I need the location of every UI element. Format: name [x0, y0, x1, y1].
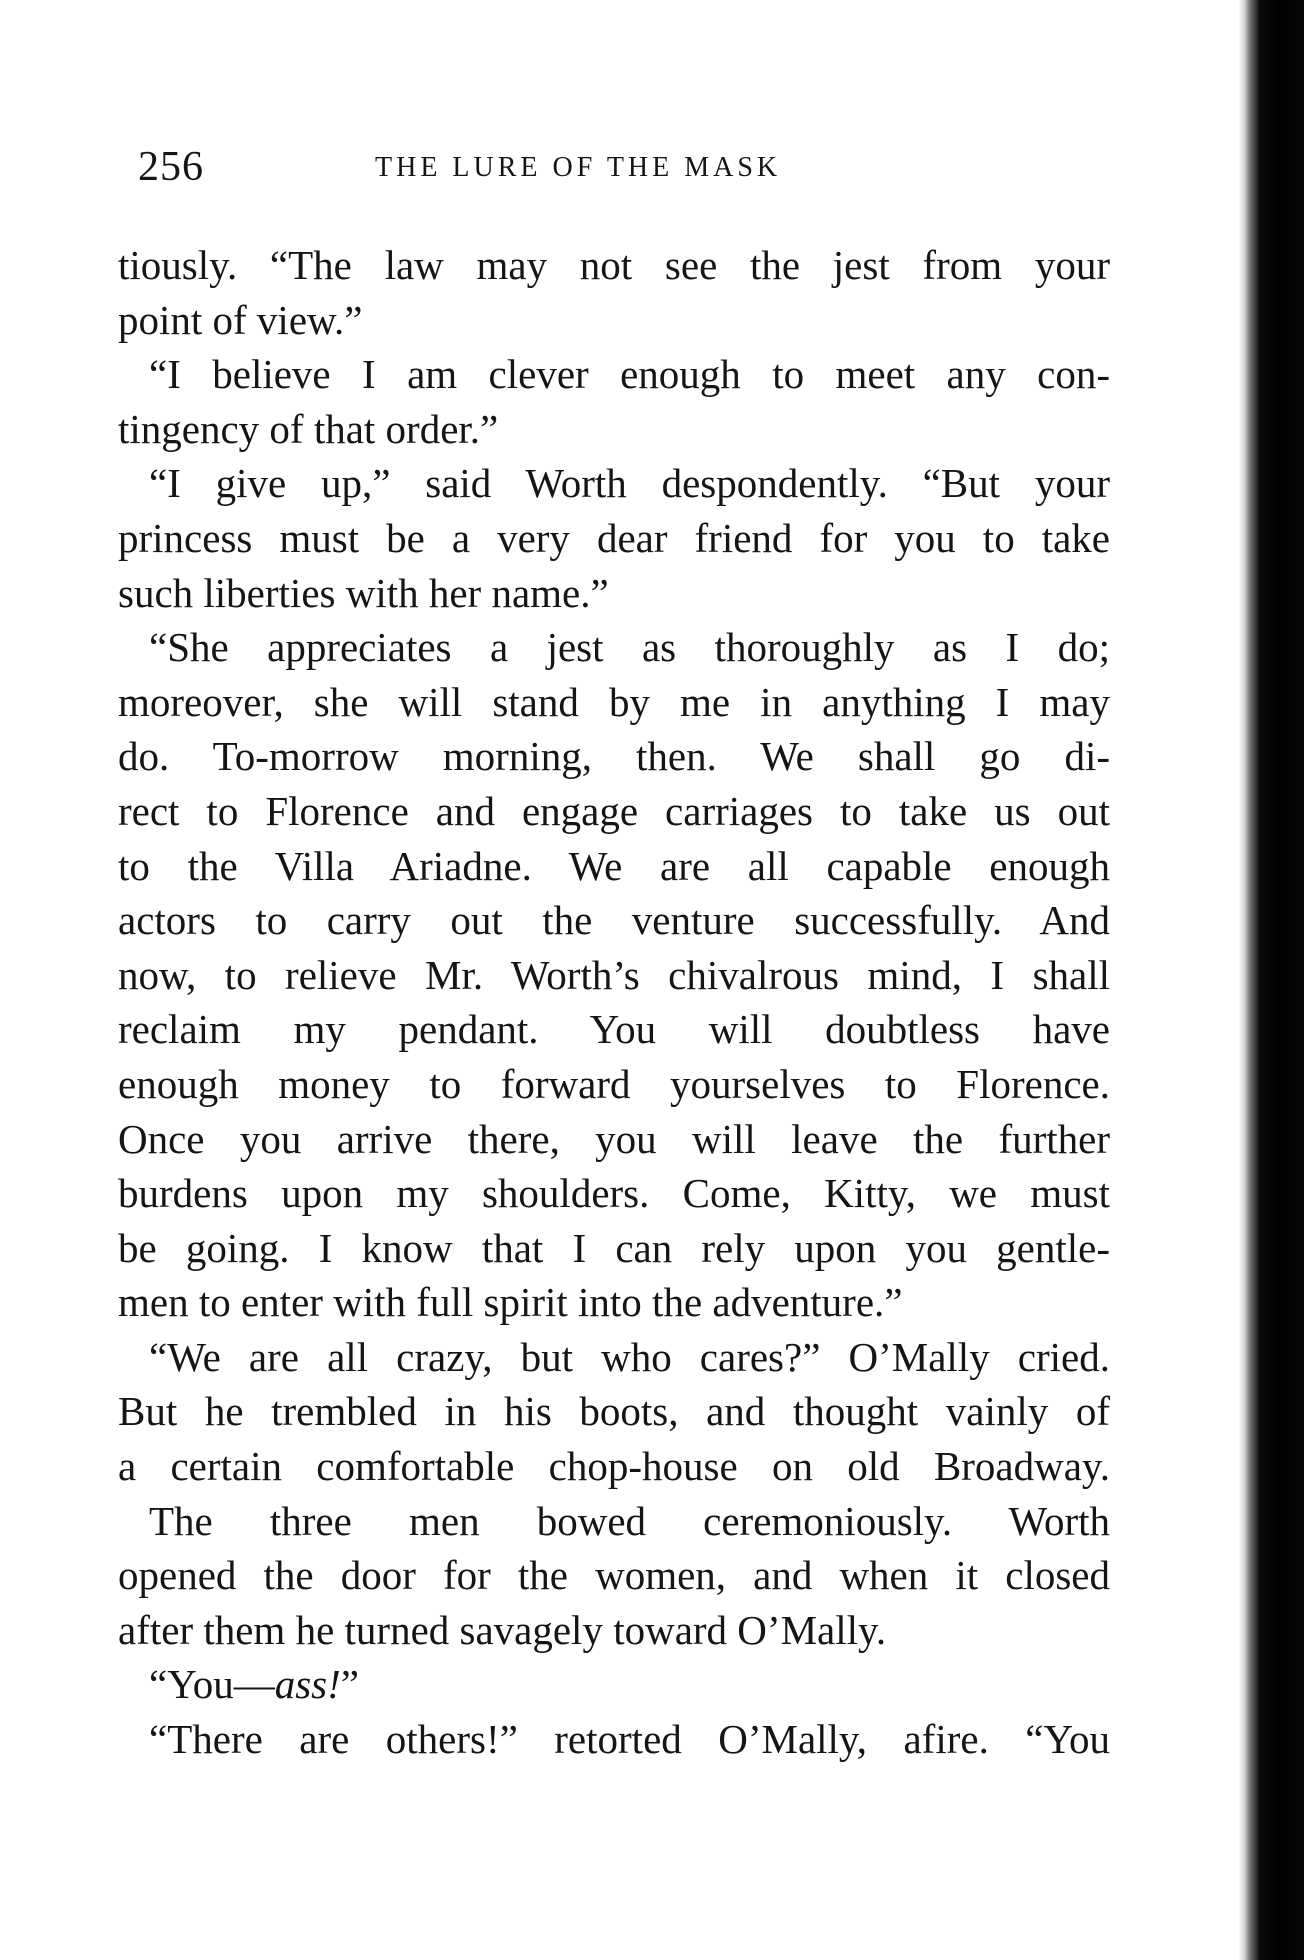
text-line: men to enter with full spirit into the adventure.”	[118, 1279, 903, 1326]
dialogue-italic: ass!	[274, 1661, 341, 1708]
running-title: THE LURE OF THE MASK	[375, 152, 782, 183]
text-line: The three men bowed ceremoniously. Worth	[149, 1497, 1110, 1544]
text-line: Once you arrive there, you will leave the further	[118, 1115, 1110, 1162]
text-line: burdens upon my shoulders. Come, Kitty, we must	[118, 1170, 1110, 1217]
text-line: reclaim my pendant. You will doubtless have	[118, 1006, 1110, 1053]
text-line: “I give up,” said Worth despondently. “But your	[149, 460, 1110, 507]
dialogue-suffix: ”	[340, 1661, 359, 1708]
page-number: 256	[138, 144, 204, 190]
binding-edge	[1238, 0, 1304, 1960]
text-line: actors to carry out the venture successfully. And	[118, 897, 1110, 944]
text-line: “I believe I am clever enough to meet any con-	[149, 351, 1110, 398]
dialogue-prefix: “You—	[149, 1661, 275, 1708]
text-line: But he trembled in his boots, and thought vainly of	[118, 1388, 1110, 1435]
final-line: “There are others!” retorted O’Mally, afire. “You	[149, 1716, 1110, 1763]
text-line: do. To-morrow morning, then. We shall go di-	[118, 733, 1110, 780]
text-line: “We are all crazy, but who cares?” O’Mally cried.	[149, 1333, 1110, 1380]
running-head	[138, 142, 1178, 192]
text-line: “She appreciates a jest as thoroughly as I do;	[149, 624, 1110, 671]
text-line: tingency of that order.”	[118, 405, 499, 452]
text-line: to the Villa Ariadne. We are all capable enough	[118, 842, 1110, 889]
text-line: be going. I know that I can rely upon you gentle-	[118, 1224, 1110, 1271]
text-line: after them he turned savagely toward O’Mally.	[118, 1606, 887, 1653]
text-line: now, to relieve Mr. Worth’s chivalrous mind, I shall	[118, 951, 1110, 998]
text-line: point of view.”	[118, 296, 363, 343]
text-line: opened the door for the women, and when it closed	[118, 1552, 1110, 1599]
text-line: tiously. “The law may not see the jest from your	[118, 242, 1110, 288]
text-line: such liberties with her name.”	[118, 569, 609, 616]
dialogue-line	[118, 1657, 1110, 1712]
text-line: enough money to forward yourselves to Florence.	[118, 1060, 1110, 1107]
text-line: moreover, she will stand by me in anything I may	[118, 678, 1110, 725]
body-text	[118, 238, 1110, 1767]
text-line: princess must be a very dear friend for you to take	[118, 514, 1110, 561]
text-line: a certain comfortable chop-house on old Broadway.	[118, 1443, 1110, 1490]
text-line: rect to Florence and engage carriages to take us out	[118, 787, 1110, 834]
